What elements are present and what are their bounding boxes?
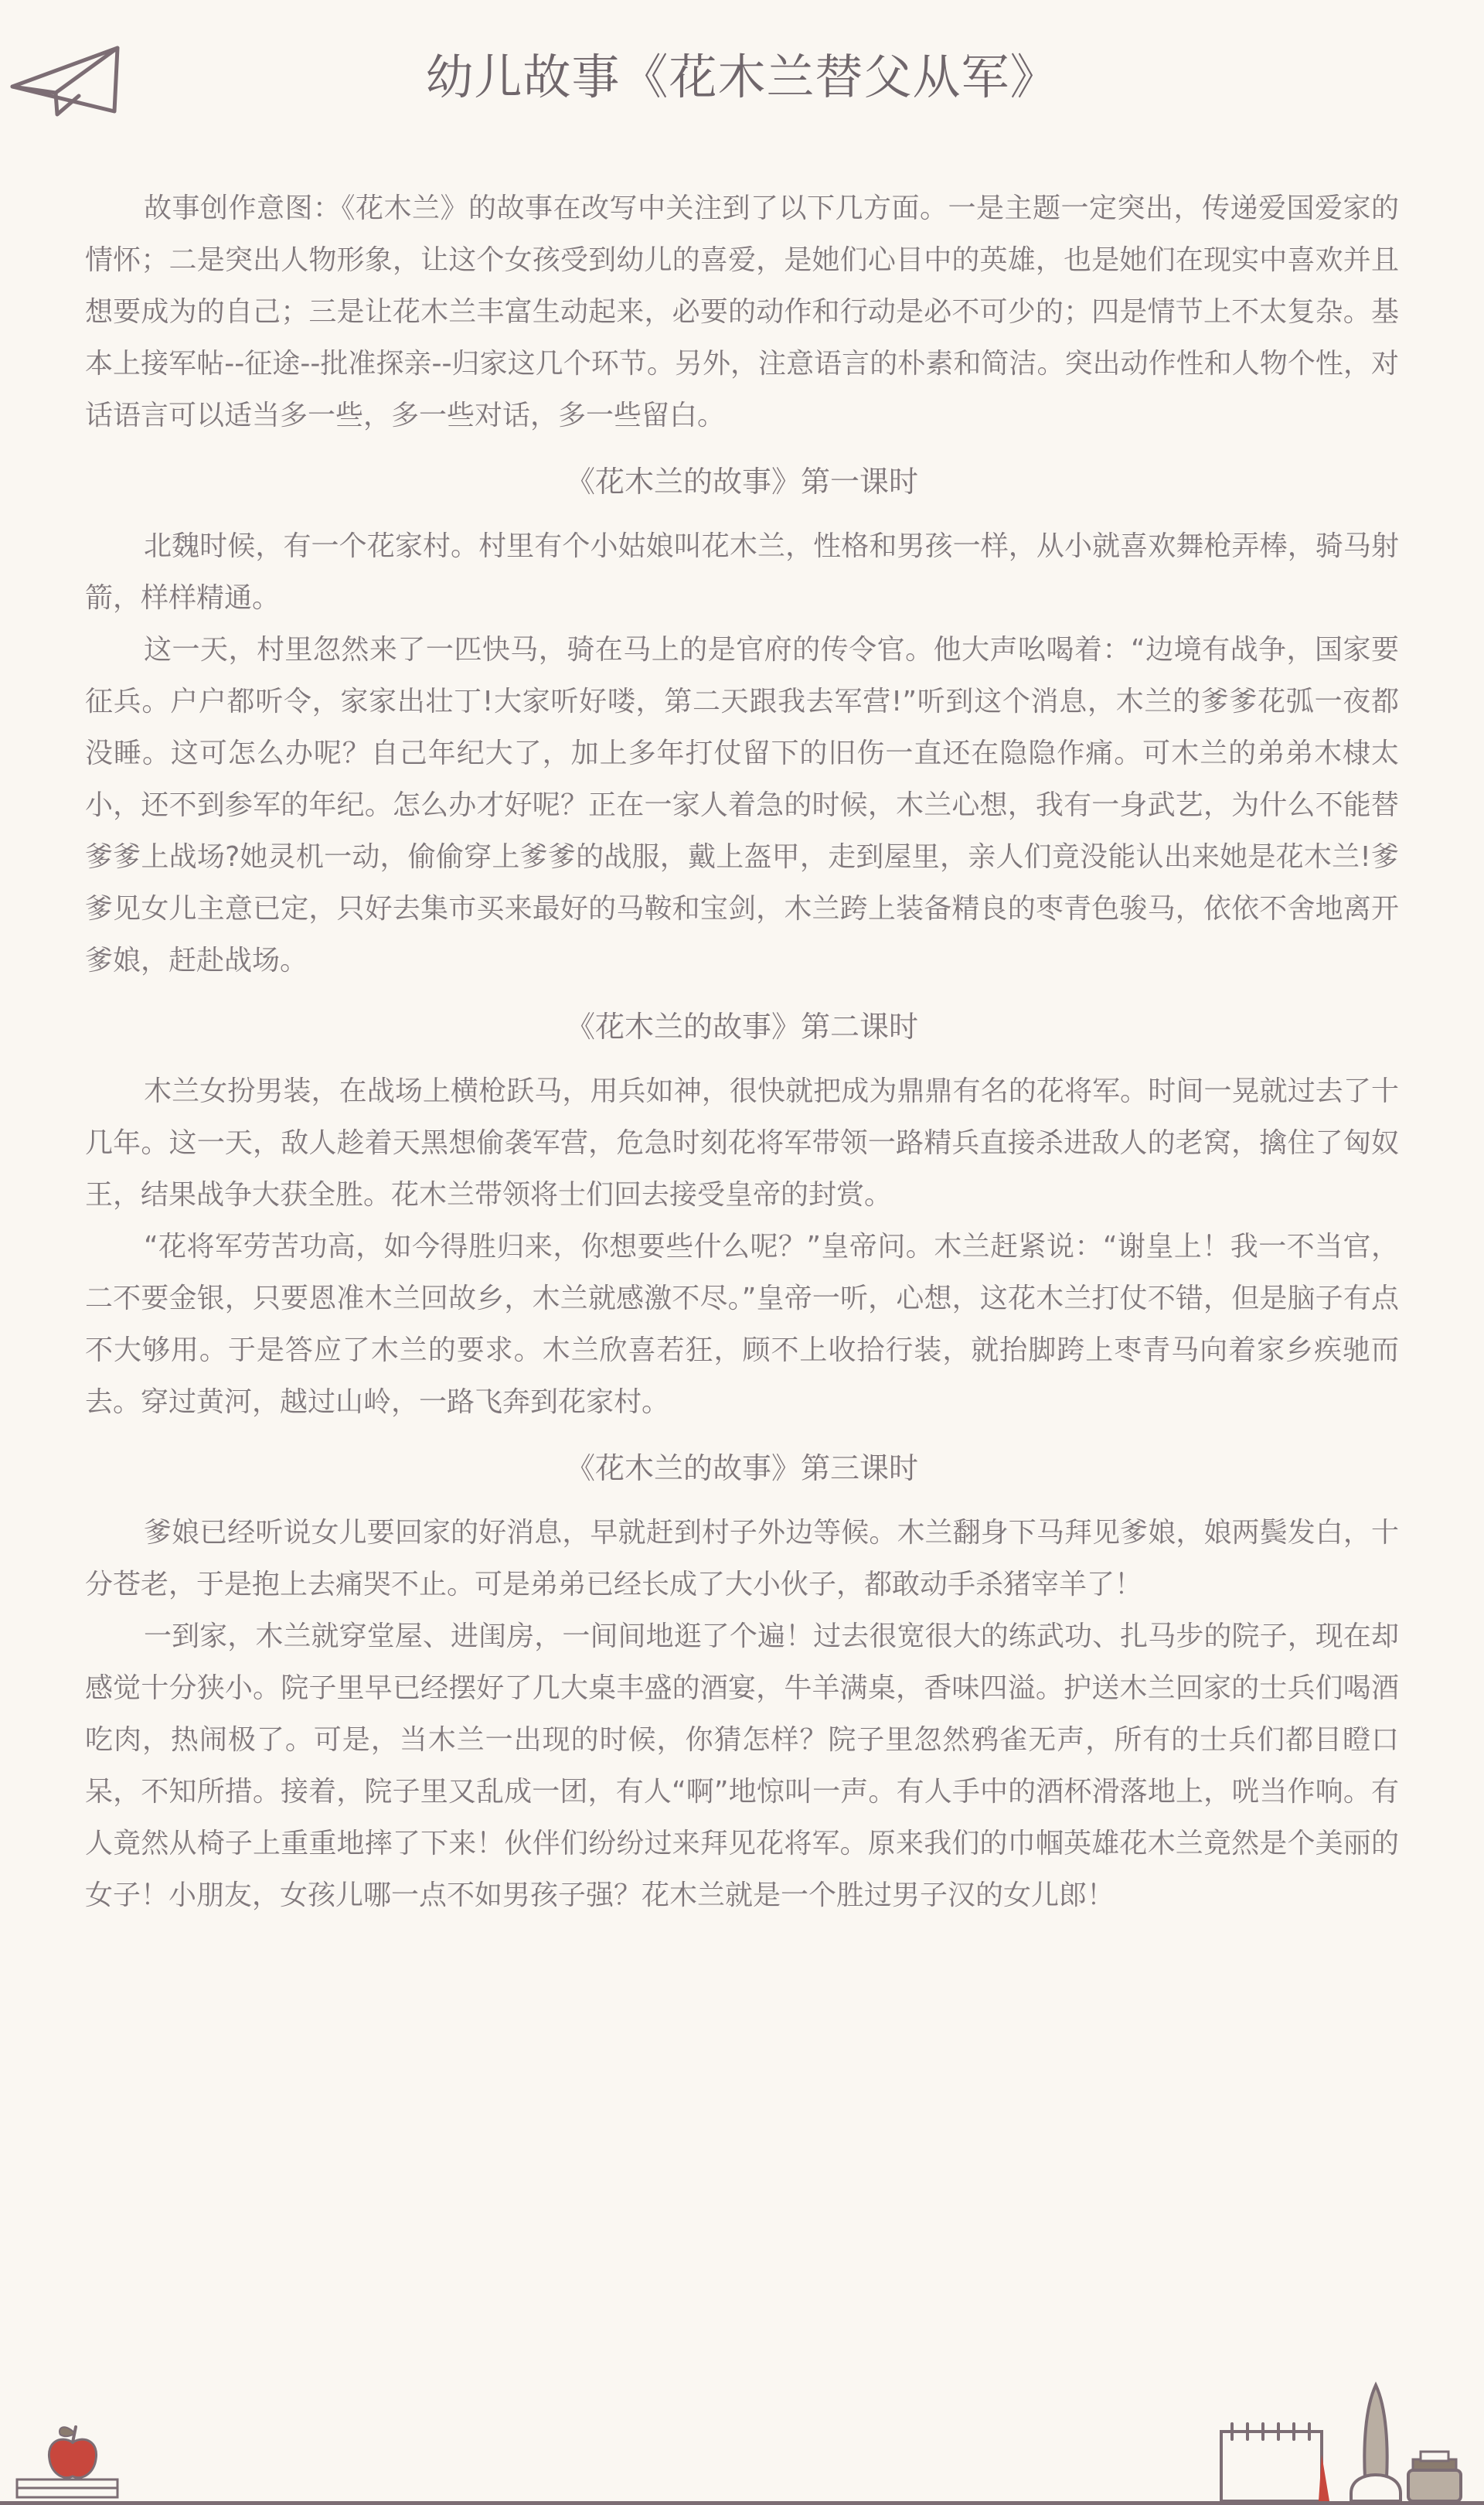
story-paragraph: 一到家，木兰就穿堂屋、进闺房，一间间地逛了个遍！过去很宽很大的练武功、扎马步的院子，现在却感觉十分狭小。院子里早已经摆好了几大桌丰盛的酒宴，牛羊满桌，香味四溢。护送木兰回家的士兵们喝酒吃肉，热闹极了。可是，当木兰一出现的时候，你猜怎样？院子里忽然鸦雀无声，所有的士兵们都目瞪口呆，不知所措。接着，院子里又乱成一团，有人“啊”地惊叫一声。有人手中的酒杯滑落地上，咣当作响。有人竟然从椅子上重重地摔了下来！伙伴们纷纷过来拜见花将军。原来我们的巾帼英雄花木兰竟然是个美丽的女子！小朋友，女孩儿哪一点不如男孩子强？花木兰就是一个胜过男子汉的女儿郎！ bbox=[85, 1621, 1399, 1911]
story-paragraph: 爹娘已经听说女儿要回家的好消息，早就赶到村子外边等候。木兰翻身下马拜见爹娘，娘两鬓发白，十分苍老，于是抱上去痛哭不止。可是弟弟已经长成了大小伙子，都敢动手杀猪宰羊了！ bbox=[85, 1517, 1399, 1600]
section-heading-1: 《花木兰的故事》第一课时 bbox=[565, 465, 918, 499]
intro-paragraph: 故事创作意图：《花木兰》的故事在改写中关注到了以下几方面。一是主题一定突出，传递爱国爱家的情怀；二是突出人物形象，让这个女孩受到幼儿的喜爱，是她们心目中的英雄，也是她们在现实中喜欢并且想要成为的自己；三是让花木兰丰富生动起来，必要的动作和行动是必不可少的；四是情节上不太复杂。基本上接军帖--征途--批准探亲--归家这几个环节。另外，注意语言的朴素和简洁。突出动作性和人物个性，对话语言可以适当多一些，多一些对话，多一些留白。 bbox=[85, 193, 1399, 431]
desk-stationery-icon bbox=[1213, 2377, 1476, 2501]
page-title: 幼儿故事《花木兰替父从军》 bbox=[425, 49, 1059, 105]
story-paragraph: “花将军劳苦功高，如今得胜归来，你想要些什么呢？”皇帝问。木兰赶紧说：“谢皇上！我一不当官，二不要金银，只要恩准木兰回故乡，木兰就感激不尽。”皇帝一听，心想，这花木兰打仗不错，但是脑子有点不大够用。于是答应了木兰的要求。木兰欣喜若狂，顾不上收拾行装，就抬脚跨上枣青马向着家乡疾驰而去。穿过黄河，越过山岭，一路飞奔到花家村。 bbox=[85, 1231, 1399, 1418]
page-header bbox=[0, 0, 1484, 155]
article-body bbox=[85, 182, 1399, 1921]
story-paragraph: 北魏时候，有一个花家村。村里有个小姑娘叫花木兰，性格和男孩一样，从小就喜欢舞枪弄棒，骑马射箭，样样精通。 bbox=[85, 530, 1399, 614]
page-footer bbox=[0, 2381, 1484, 2505]
story-paragraph: 这一天，村里忽然来了一匹快马，骑在马上的是官府的传令官。他大声吆喝着：“边境有战争，国家要征兵。户户都听令，家家出壮丁!大家听好喽，第二天跟我去军营!”听到这个消息，木兰的爹爹花弧一夜都没睡。这可怎么办呢？自己年纪大了，加上多年打仗留下的旧伤一直还在隐隐作痛。可木兰的弟弟木棣太小，还不到参军的年纪。怎么办才好呢？正在一家人着急的时候，木兰心想，我有一身武艺，为什么不能替爹爹上战场?她灵机一动，偷偷穿上爹爹的战服，戴上盔甲，走到屋里，亲人们竟没能认出来她是花木兰!爹爹见女儿主意已定，只好去集市买来最好的马鞍和宝剑，木兰跨上装备精良的枣青色骏马，依依不舍地离开爹娘，赶赴战场。 bbox=[85, 634, 1399, 976]
section-heading-3: 《花木兰的故事》第三课时 bbox=[565, 1451, 918, 1485]
story-paragraph: 木兰女扮男装，在战场上横枪跃马，用兵如神，很快就把成为鼎鼎有名的花将军。时间一晃就过去了十几年。这一天，敌人趁着天黑想偷袭军营，危急时刻花将军带领一路精兵直接杀进敌人的老窝，擒住了匈奴王，结果战争大获全胜。花木兰带领将士们回去接受皇帝的封赏。 bbox=[85, 1075, 1399, 1211]
apple-on-books-icon bbox=[14, 2416, 122, 2501]
footer-divider bbox=[0, 2501, 1484, 2505]
section-heading-2: 《花木兰的故事》第二课时 bbox=[565, 1010, 918, 1044]
